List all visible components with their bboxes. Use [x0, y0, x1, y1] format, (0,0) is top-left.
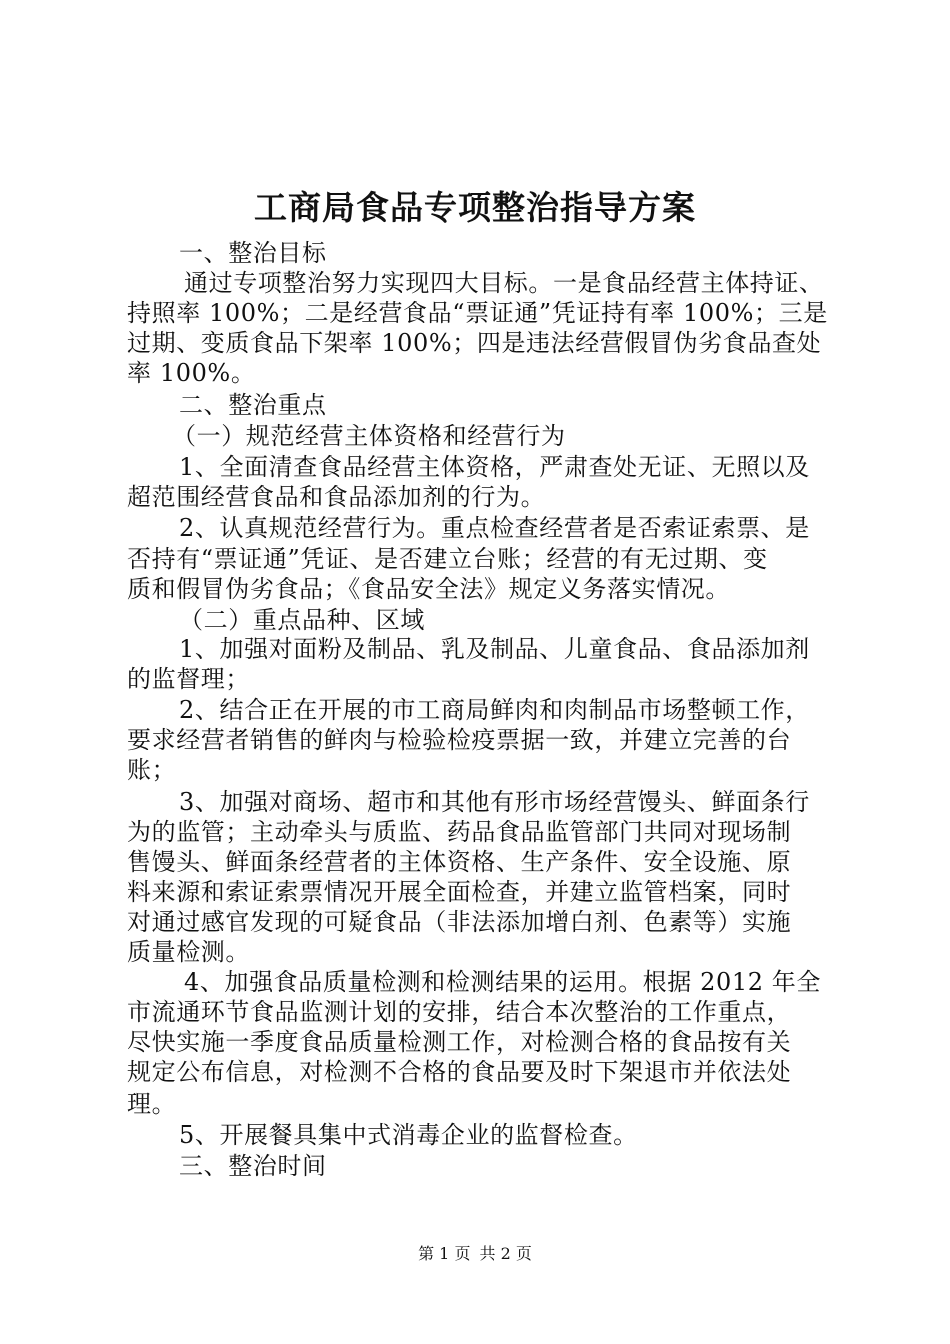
paragraph-line: 2、认真规范经营行为。重点检查经营者是否索证索票、是 [179, 514, 810, 542]
document-title: 工商局食品专项整治指导方案 [254, 188, 696, 227]
paragraph-line: 售馒头、鲜面条经营者的主体资格、生产条件、安全设施、原 [127, 848, 792, 876]
page-footer [0, 1243, 950, 1265]
paragraph-line: 3、加强对商场、超市和其他有形市场经营馒头、鲜面条行 [179, 788, 810, 816]
paragraph-line: 4、加强食品质量检测和检测结果的运用。根据 2012 年全 [184, 968, 822, 996]
paragraph-line: 的监督理； [127, 665, 250, 693]
paragraph-line: 1、全面清查食品经营主体资格，严肃查处无证、无照以及 [179, 453, 810, 481]
paragraph-line: 尽快实施一季度食品质量检测工作，对检测合格的食品按有关 [127, 1028, 792, 1056]
subheading-2: （二）重点品种、区域 [179, 606, 425, 634]
paragraph-line: 理。 [127, 1090, 177, 1118]
paragraph-line: 要求经营者销售的鲜肉与检验检疫票据一致，并建立完善的台 [127, 726, 792, 754]
paragraph-line: 账； [127, 756, 177, 784]
paragraph-line: 超范围经营食品和食品添加剂的行为。 [127, 483, 546, 511]
heading-focus: 二、整治重点 [179, 391, 327, 419]
paragraph-line: 质量检测。 [127, 938, 250, 966]
subheading-1: （一）规范经营主体资格和经营行为 [172, 422, 566, 450]
paragraph-line: 1、加强对面粉及制品、乳及制品、儿童食品、食品添加剂 [179, 635, 810, 663]
heading-time: 三、整治时间 [179, 1152, 327, 1180]
paragraph-line: 市流通环节食品监测计划的安排，结合本次整治的工作重点， [127, 998, 792, 1026]
paragraph-line: 过期、变质食品下架率 100%；四是违法经营假冒伪劣食品查处 [127, 329, 822, 357]
page-number: 第 1 页 [418, 1244, 471, 1263]
paragraph-line: 对通过感官发现的可疑食品（非法添加增白剂、色素等）实施 [127, 908, 792, 936]
paragraph-line: 率 100%。 [127, 359, 256, 387]
paragraph-line: 5、开展餐具集中式消毒企业的监督检查。 [179, 1121, 638, 1149]
paragraph-line: 通过专项整治努力实现四大目标。一是食品经营主体持证、 [184, 269, 824, 297]
paragraph-line: 否持有“票证通”凭证、是否建立台账；经营的有无过期、变 [127, 545, 768, 573]
paragraph-line: 质和假冒伪劣食品；《食品安全法》规定义务落实情况。 [127, 575, 730, 603]
page-total: 共 2 页 [479, 1244, 532, 1263]
paragraph-line: 料来源和索证索票情况开展全面检查，并建立监管档案，同时 [127, 878, 792, 906]
paragraph-line: 2、结合正在开展的市工商局鲜肉和肉制品市场整顿工作， [179, 696, 810, 724]
heading-goals: 一、整治目标 [179, 239, 327, 267]
paragraph-line: 规定公布信息，对检测不合格的食品要及时下架退市并依法处 [127, 1058, 792, 1086]
paragraph-line: 持照率 100%；二是经营食品“票证通”凭证持有率 100%；三是 [127, 299, 828, 327]
paragraph-line: 为的监管；主动牵头与质监、药品食品监管部门共同对现场制 [127, 818, 792, 846]
